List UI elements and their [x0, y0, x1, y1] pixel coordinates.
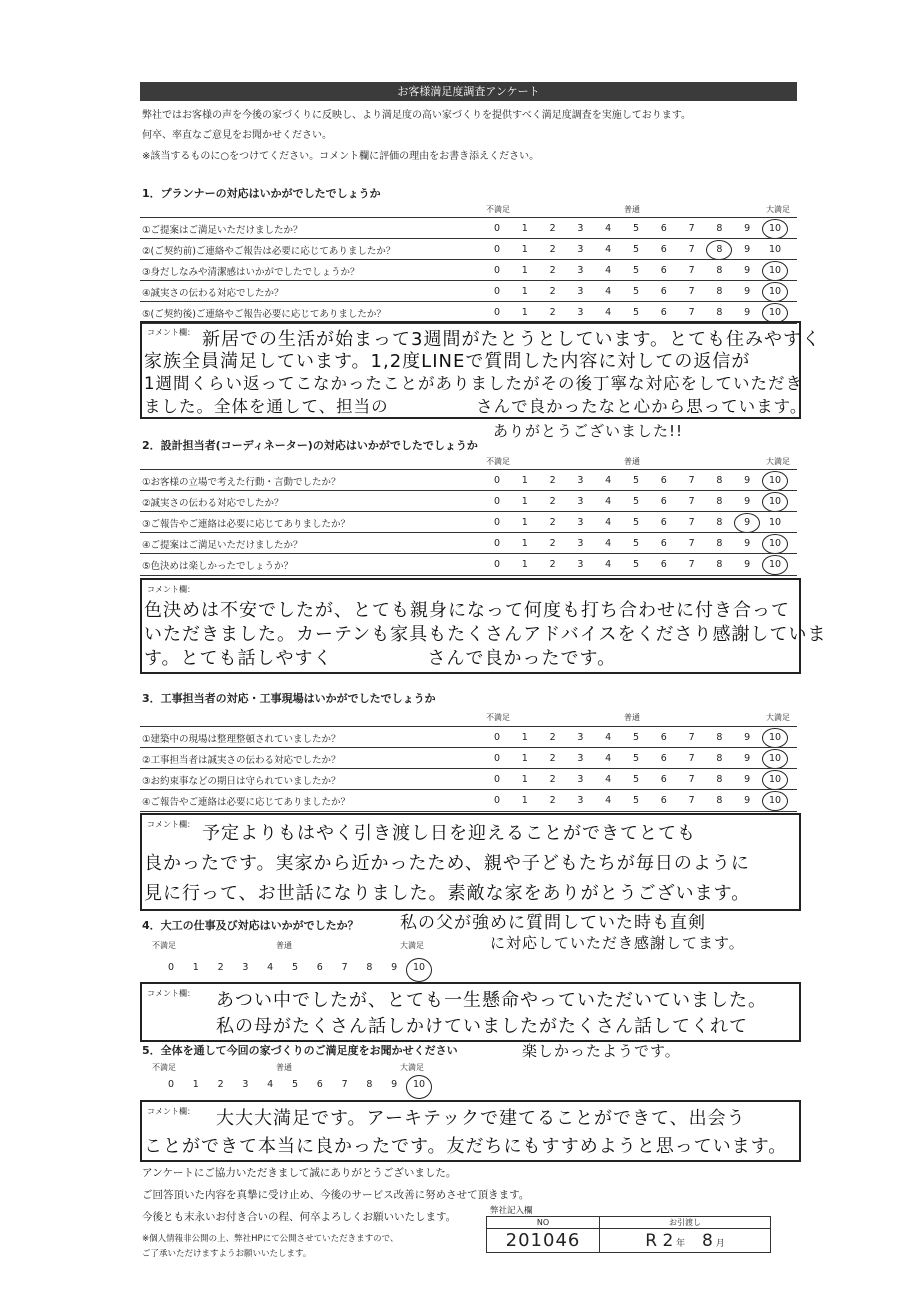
scale-number[interactable]: 5	[291, 962, 299, 973]
scale-number[interactable]: 8	[716, 307, 723, 318]
scale-number[interactable]: 4	[605, 732, 612, 743]
scale-number[interactable]: 9	[744, 496, 751, 507]
question-row	[140, 259, 797, 281]
score-circle	[406, 1075, 432, 1099]
scale-low-label: 不満足	[486, 205, 510, 214]
scale-number[interactable]: 9	[744, 559, 751, 570]
scale-high-label: 大満足	[400, 1063, 424, 1072]
scale-number[interactable]: 7	[688, 223, 695, 234]
scale-number[interactable]: 2	[549, 538, 556, 549]
scale-number[interactable]: 2	[549, 517, 556, 528]
scale-number[interactable]: 1	[521, 265, 528, 276]
score-circle	[762, 471, 788, 491]
scale-number[interactable]: 10	[768, 223, 782, 234]
scale-number[interactable]: 2	[217, 962, 224, 973]
scale-number[interactable]: 4	[605, 307, 612, 318]
scale-number[interactable]: 8	[716, 732, 723, 743]
scale-number[interactable]: 6	[660, 244, 667, 255]
scale-number[interactable]: 7	[688, 286, 695, 297]
scale-number[interactable]: 1	[521, 517, 528, 528]
comment-line: あつい中でしたが、とても一生懸命やっていただいていました。	[216, 990, 767, 1011]
comment-label: コメント欄：	[147, 989, 195, 998]
comment-line: 大大大満足です。アーキテックで建てることができて、出会う	[216, 1108, 746, 1129]
scale-number[interactable]: 10	[768, 244, 782, 255]
scale-high-label: 大満足	[766, 205, 790, 214]
scale-number[interactable]: 0	[493, 517, 501, 528]
scale-number[interactable]: 9	[744, 538, 751, 549]
intro-line-2: 何卒、率直なご意見をお聞かせください。	[142, 130, 332, 141]
question-label: ②工事担当者は誠実さの伝わる対応でしたか？	[142, 755, 341, 766]
scale-number[interactable]: 1	[521, 307, 528, 318]
comment-line: いただきました。カーテンも家具もたくさんアドバイスをくださり感謝していま	[144, 624, 827, 645]
scale-number[interactable]: 0	[493, 475, 501, 486]
scale-number[interactable]: 0	[493, 286, 501, 297]
scale-mid-label: 普通	[624, 205, 640, 214]
scale-number[interactable]: 10	[768, 795, 782, 806]
comment-line: 私の母がたくさん話しかけていましたがたくさん話してくれて	[216, 1016, 748, 1037]
scale-number[interactable]: 10	[768, 538, 782, 549]
scale-number[interactable]: 4	[605, 774, 612, 785]
scale-number[interactable]: 3	[577, 517, 584, 528]
scale-number[interactable]: 0	[493, 265, 501, 276]
scale-number[interactable]: 1	[521, 244, 528, 255]
comment-label: コメント欄：	[147, 820, 195, 829]
scale-number[interactable]: 5	[632, 774, 640, 785]
scale-number[interactable]: 6	[660, 496, 667, 507]
scale-number[interactable]: 3	[577, 244, 584, 255]
comment-label: コメント欄：	[147, 585, 195, 594]
scale-number[interactable]: 3	[577, 475, 584, 486]
scale-number[interactable]: 2	[549, 223, 556, 234]
scale-number[interactable]: 9	[744, 732, 751, 743]
scale-number[interactable]: 10	[768, 732, 782, 743]
scale-number[interactable]: 10	[768, 475, 782, 486]
scale-number[interactable]: 2	[549, 286, 556, 297]
scale-number[interactable]: 4	[605, 496, 612, 507]
footer-line-3: 今後とも末永いお付き合いの程、何卒よろしくお願いいたします。	[142, 1211, 457, 1223]
question-label: ⑤(ご契約後)ご連絡やご報告必要に応じてありましたか？	[142, 309, 386, 320]
scale-number[interactable]: 0	[493, 774, 501, 785]
scale-number[interactable]: 3	[577, 286, 584, 297]
scale-number[interactable]: 4	[605, 223, 612, 234]
scale-number[interactable]: 5	[632, 307, 640, 318]
question-label: ③身だしなみや清潔感はいかがでしたでしょうか？	[142, 267, 360, 278]
scale-number[interactable]: 8	[716, 559, 723, 570]
scale-number[interactable]: 5	[632, 265, 640, 276]
score-circle	[762, 728, 788, 748]
score-circle	[762, 749, 788, 769]
scale-number[interactable]: 5	[632, 496, 640, 507]
question-row	[140, 217, 797, 239]
score-circle	[762, 492, 788, 512]
section-2-comment-box	[140, 578, 827, 674]
scale-number[interactable]: 8	[716, 223, 723, 234]
scale-number[interactable]: 5	[632, 559, 640, 570]
scale-number[interactable]: 6	[660, 286, 667, 297]
scale-number[interactable]: 4	[267, 1079, 274, 1090]
scale-number[interactable]: 9	[744, 244, 751, 255]
score-circle	[762, 534, 788, 554]
scale-number[interactable]: 0	[493, 307, 501, 318]
no-value: 201046	[487, 1229, 600, 1253]
scale-number[interactable]: 4	[605, 517, 612, 528]
question-row	[140, 532, 797, 554]
scale-number[interactable]: 10	[412, 962, 426, 973]
scale-number[interactable]: 3	[577, 307, 584, 318]
scale-number[interactable]: 3	[577, 223, 584, 234]
scale-number[interactable]: 0	[493, 753, 501, 764]
question-row	[140, 280, 797, 302]
scale-number[interactable]: 2	[549, 753, 556, 764]
scale-number[interactable]: 3	[577, 774, 584, 785]
scale-number[interactable]: 6	[660, 538, 667, 549]
section-4-comment-box	[140, 982, 801, 1042]
scale-number[interactable]: 0	[167, 1079, 175, 1090]
scale-number[interactable]: 10	[768, 774, 782, 785]
question-row	[140, 469, 797, 491]
scale-number[interactable]: 1	[521, 559, 528, 570]
question-row	[140, 747, 797, 769]
section-5-scale	[0, 1077, 920, 1097]
scale-number[interactable]: 1	[521, 496, 528, 507]
privacy-line-1: ※個人情報非公開の上、弊社HPにて公開させていただきますので、	[142, 1234, 399, 1244]
footer-line-2: ご回答頂いた内容を真摯に受け止め、今後のサービス改善に努めさせて頂きます。	[142, 1189, 530, 1201]
scale-number[interactable]: 2	[549, 244, 556, 255]
section-1-extra-note: ありがとうございました!!	[493, 422, 684, 440]
scale-number[interactable]: 7	[341, 962, 348, 973]
scale-number[interactable]: 0	[167, 962, 175, 973]
scale-number[interactable]: 1	[192, 1079, 199, 1090]
scale-number[interactable]: 4	[605, 559, 612, 570]
section-4-side-note: に対応していただき感謝してます。	[490, 934, 745, 952]
scale-number[interactable]: 4	[605, 244, 612, 255]
score-circle	[762, 303, 788, 323]
question-row	[140, 511, 797, 533]
scale-number[interactable]: 8	[716, 795, 723, 806]
section-1-comment-box	[140, 321, 822, 419]
scale-number[interactable]: 5	[632, 475, 640, 486]
scale-mid-label: 普通	[276, 1063, 292, 1072]
scale-number[interactable]: 3	[577, 265, 584, 276]
question-row	[140, 726, 797, 748]
scale-number[interactable]: 5	[632, 244, 640, 255]
office-box	[486, 1216, 771, 1253]
scale-number[interactable]: 7	[688, 265, 695, 276]
scale-number[interactable]: 0	[493, 496, 501, 507]
scale-number[interactable]: 7	[688, 732, 695, 743]
scale-number[interactable]: 6	[660, 559, 667, 570]
scale-number[interactable]: 7	[341, 1079, 348, 1090]
scale-number[interactable]: 5	[632, 732, 640, 743]
scale-number[interactable]: 1	[192, 962, 199, 973]
scale-number[interactable]: 1	[521, 795, 528, 806]
scale-number[interactable]: 7	[688, 753, 695, 764]
scale-number[interactable]: 4	[605, 795, 612, 806]
scale-number[interactable]: 5	[291, 1079, 299, 1090]
comment-line: 予定よりもはやく引き渡し日を迎えることができてとても	[202, 823, 696, 844]
scale-mid-label: 普通	[276, 941, 292, 950]
scale-number[interactable]: 4	[267, 962, 274, 973]
scale-number[interactable]: 7	[688, 774, 695, 785]
question-label: ②誠実さの伝わる対応でしたか？	[142, 498, 284, 509]
scale-number[interactable]: 9	[744, 753, 751, 764]
score-circle	[762, 261, 788, 281]
scale-number[interactable]: 8	[716, 496, 723, 507]
scale-number[interactable]: 0	[493, 795, 501, 806]
scale-number[interactable]: 3	[577, 732, 584, 743]
scale-low-label: 不満足	[152, 1063, 176, 1072]
scale-number[interactable]: 4	[605, 475, 612, 486]
scale-number[interactable]: 3	[242, 1079, 249, 1090]
scale-number[interactable]: 6	[316, 962, 323, 973]
scale-number[interactable]: 8	[716, 286, 723, 297]
scale-number[interactable]: 5	[632, 795, 640, 806]
intro-line-1: 弊社ではお客様の声を今後の家づくりに反映し、より満足度の高い家づくりを提供すべく満足度調査を実施しております。	[142, 110, 691, 121]
scale-number[interactable]: 6	[660, 223, 667, 234]
scale-number[interactable]: 1	[521, 286, 528, 297]
question-label: ④ご報告やご連絡は必要に応じてありましたか？	[142, 797, 351, 808]
scale-number[interactable]: 2	[549, 475, 556, 486]
scale-number[interactable]: 1	[521, 475, 528, 486]
scale-number[interactable]: 10	[768, 753, 782, 764]
scale-number[interactable]: 9	[744, 307, 751, 318]
scale-number[interactable]: 6	[660, 307, 667, 318]
comment-line: 色決めは不安でしたが、とても親身になって何度も打ち合わせに付き合って	[144, 600, 790, 621]
scale-number[interactable]: 8	[366, 1079, 373, 1090]
month-label: 月	[715, 1238, 725, 1249]
score-circle	[762, 555, 788, 575]
score-circle	[406, 958, 432, 982]
scale-number[interactable]: 3	[577, 496, 584, 507]
question-label: ④誠実さの伝わる対応でしたか？	[142, 288, 284, 299]
scale-number[interactable]: 8	[716, 774, 723, 785]
scale-number[interactable]: 10	[768, 496, 782, 507]
question-label: ⑤色決めは楽しかったでしょうか？	[142, 561, 294, 572]
scale-number[interactable]: 6	[316, 1079, 323, 1090]
section-5-title: 5．全体を通して今回の家づくりのご満足度をお聞かせください	[142, 1044, 458, 1057]
scale-number[interactable]: 7	[688, 307, 695, 318]
footer-line-1: アンケートにご協力いただきまして誠にありがとうございました。	[142, 1167, 457, 1179]
scale-number[interactable]: 2	[549, 496, 556, 507]
scale-number[interactable]: 2	[549, 307, 556, 318]
scale-number[interactable]: 9	[391, 962, 398, 973]
comment-line: 1週間くらい返ってこなかったことがありましたがその後丁寧な対応をしていただき	[144, 374, 803, 393]
scale-number[interactable]: 10	[768, 559, 782, 570]
scale-number[interactable]: 0	[493, 223, 501, 234]
question-row	[140, 238, 797, 260]
comment-label: コメント欄：	[147, 1107, 195, 1116]
comment-line: 家族全員満足しています。1,2度LINEで質問した内容に対しての返信が	[144, 351, 751, 372]
score-circle	[762, 791, 788, 811]
scale-high-label: 大満足	[766, 457, 790, 466]
section-3-comment-box	[140, 813, 801, 911]
scale-number[interactable]: 8	[366, 962, 373, 973]
scale-number[interactable]: 8	[716, 244, 723, 255]
scale-number[interactable]: 0	[493, 732, 501, 743]
scale-low-label: 不満足	[486, 457, 510, 466]
scale-number[interactable]: 7	[688, 538, 695, 549]
score-circle	[762, 770, 788, 790]
scale-number[interactable]: 1	[521, 753, 528, 764]
section-4-side-note: 私の父が強めに質問していた時も直剣	[400, 913, 706, 933]
scale-number[interactable]: 2	[549, 559, 556, 570]
scale-number[interactable]: 10	[768, 265, 782, 276]
scale-number[interactable]: 8	[716, 265, 723, 276]
scale-number[interactable]: 0	[493, 538, 501, 549]
comment-line: す。とても話しやすく さんで良かったです。	[144, 648, 617, 669]
section-1-title: 1．プランナーの対応はいかがでしたでしょうか	[142, 187, 381, 200]
comment-line: ことができて本当に良かったです。友だちにもすすめようと思っています。	[144, 1136, 788, 1157]
scale-number[interactable]: 6	[660, 475, 667, 486]
scale-number[interactable]: 6	[660, 517, 667, 528]
section-5-comment-box	[140, 1100, 801, 1162]
scale-number[interactable]: 2	[549, 265, 556, 276]
scale-high-label: 大満足	[400, 941, 424, 950]
scale-number[interactable]: 9	[744, 795, 751, 806]
scale-number[interactable]: 9	[744, 774, 751, 785]
scale-low-label: 不満足	[486, 713, 510, 722]
scale-number[interactable]: 6	[660, 774, 667, 785]
scale-number[interactable]: 4	[605, 753, 612, 764]
scale-number[interactable]: 5	[632, 517, 640, 528]
handover-label: お引渡し	[600, 1217, 771, 1229]
question-label: ①お客様の立場で考えた行動・言動でしたか？	[142, 477, 341, 488]
scale-number[interactable]: 4	[605, 286, 612, 297]
scale-number[interactable]: 1	[521, 732, 528, 743]
scale-mid-label: 普通	[624, 713, 640, 722]
scale-number[interactable]: 7	[688, 496, 695, 507]
scale-number[interactable]: 0	[493, 559, 501, 570]
no-label: NO	[487, 1217, 600, 1229]
scale-number[interactable]: 5	[632, 223, 640, 234]
scale-low-label: 不満足	[152, 941, 176, 950]
scale-number[interactable]: 1	[521, 223, 528, 234]
scale-number[interactable]: 9	[744, 286, 751, 297]
intro-line-3: ※該当するものに○をつけてください。コメント欄に評価の理由をお書き添えください。	[142, 151, 540, 162]
score-circle	[762, 219, 788, 239]
question-label: ①ご提案はご満足いただけましたか？	[142, 225, 303, 236]
question-label: ②(ご契約前)ご連絡やご報告は必要に応じてありましたか？	[142, 246, 396, 257]
scale-number[interactable]: 4	[605, 538, 612, 549]
scale-number[interactable]: 5	[632, 286, 640, 297]
scale-number[interactable]: 2	[217, 1079, 224, 1090]
scale-number[interactable]: 8	[716, 517, 723, 528]
scale-number[interactable]: 4	[605, 265, 612, 276]
scale-number[interactable]: 10	[768, 517, 782, 528]
survey-title: お客様満足度調査アンケート	[140, 82, 797, 101]
scale-number[interactable]: 6	[660, 795, 667, 806]
question-row	[140, 553, 797, 576]
scale-number[interactable]: 9	[391, 1079, 398, 1090]
scale-number[interactable]: 3	[577, 795, 584, 806]
question-label: ①建築中の現場は整理整頓されていましたか？	[142, 734, 341, 745]
comment-line: 新居での生活が始まって3週間がたとうとしています。とても住みやすく	[202, 329, 822, 350]
scale-number[interactable]: 9	[744, 475, 751, 486]
privacy-line-2: ご了承いただけますようお願いいたします。	[142, 1249, 312, 1259]
scale-number[interactable]: 8	[716, 753, 723, 764]
scale-number[interactable]: 7	[688, 244, 695, 255]
section-2-title: 2．設計担当者(コーディネーター)の対応はいかがでしたでしょうか	[142, 439, 478, 452]
score-circle	[762, 282, 788, 302]
scale-number[interactable]: 10	[412, 1079, 426, 1090]
scale-high-label: 大満足	[766, 713, 790, 722]
scale-number[interactable]: 7	[688, 475, 695, 486]
section-3-title: 3．工事担当者の対応・工事現場はいかがでしたでしょうか	[142, 692, 436, 705]
scale-number[interactable]: 7	[688, 559, 695, 570]
section-4-title: 4．大工の仕事及び対応はいかがでしたか？	[142, 919, 359, 932]
question-row	[140, 789, 797, 812]
section-4-extra-note: 楽しかったようです。	[522, 1042, 681, 1060]
scale-number[interactable]: 5	[632, 538, 640, 549]
score-circle	[706, 240, 732, 260]
scale-number[interactable]: 8	[716, 538, 723, 549]
comment-line: ました。全体を通して、担当の さんで良かったなと心から思っています。	[144, 397, 808, 416]
scale-number[interactable]: 9	[744, 223, 751, 234]
scale-mid-label: 普通	[624, 457, 640, 466]
office-box-title: 弊社記入欄	[490, 1206, 533, 1216]
scale-number[interactable]: 3	[577, 753, 584, 764]
scale-number[interactable]: 2	[549, 732, 556, 743]
section-4-scale	[0, 960, 920, 980]
scale-number[interactable]: 9	[744, 517, 751, 528]
scale-number[interactable]: 10	[768, 307, 782, 318]
scale-number[interactable]: 3	[577, 538, 584, 549]
question-row	[140, 490, 797, 512]
scale-number[interactable]: 1	[521, 538, 528, 549]
scale-number[interactable]: 6	[660, 732, 667, 743]
question-row	[140, 768, 797, 790]
scale-number[interactable]: 0	[493, 244, 501, 255]
comment-line: 良かったです。実家から近かったため、親や子どもたちが毎日のように	[144, 853, 750, 874]
year-label: 年	[676, 1238, 686, 1249]
scale-number[interactable]: 7	[688, 517, 695, 528]
scale-number[interactable]: 6	[660, 753, 667, 764]
scale-number[interactable]: 9	[744, 265, 751, 276]
scale-number[interactable]: 10	[768, 286, 782, 297]
comment-label: コメント欄：	[147, 328, 195, 337]
scale-number[interactable]: 3	[242, 962, 249, 973]
scale-number[interactable]: 3	[577, 559, 584, 570]
score-circle	[734, 513, 760, 533]
question-label: ③ご報告やご連絡は必要に応じてありましたか？	[142, 519, 351, 530]
comment-line: 見に行って、お世話になりました。素敵な家をありがとうございます。	[144, 883, 751, 904]
question-label: ④ご提案はご満足いただけましたか？	[142, 540, 303, 551]
scale-number[interactable]: 7	[688, 795, 695, 806]
scale-number[interactable]: 2	[549, 774, 556, 785]
era-value: R 2	[645, 1230, 674, 1251]
scale-number[interactable]: 5	[632, 753, 640, 764]
scale-number[interactable]: 6	[660, 265, 667, 276]
month-value: 8	[702, 1230, 713, 1251]
scale-number[interactable]: 2	[549, 795, 556, 806]
scale-number[interactable]: 1	[521, 774, 528, 785]
question-label: ③お約束事などの期日は守られていましたか？	[142, 776, 341, 787]
scale-number[interactable]: 8	[716, 475, 723, 486]
